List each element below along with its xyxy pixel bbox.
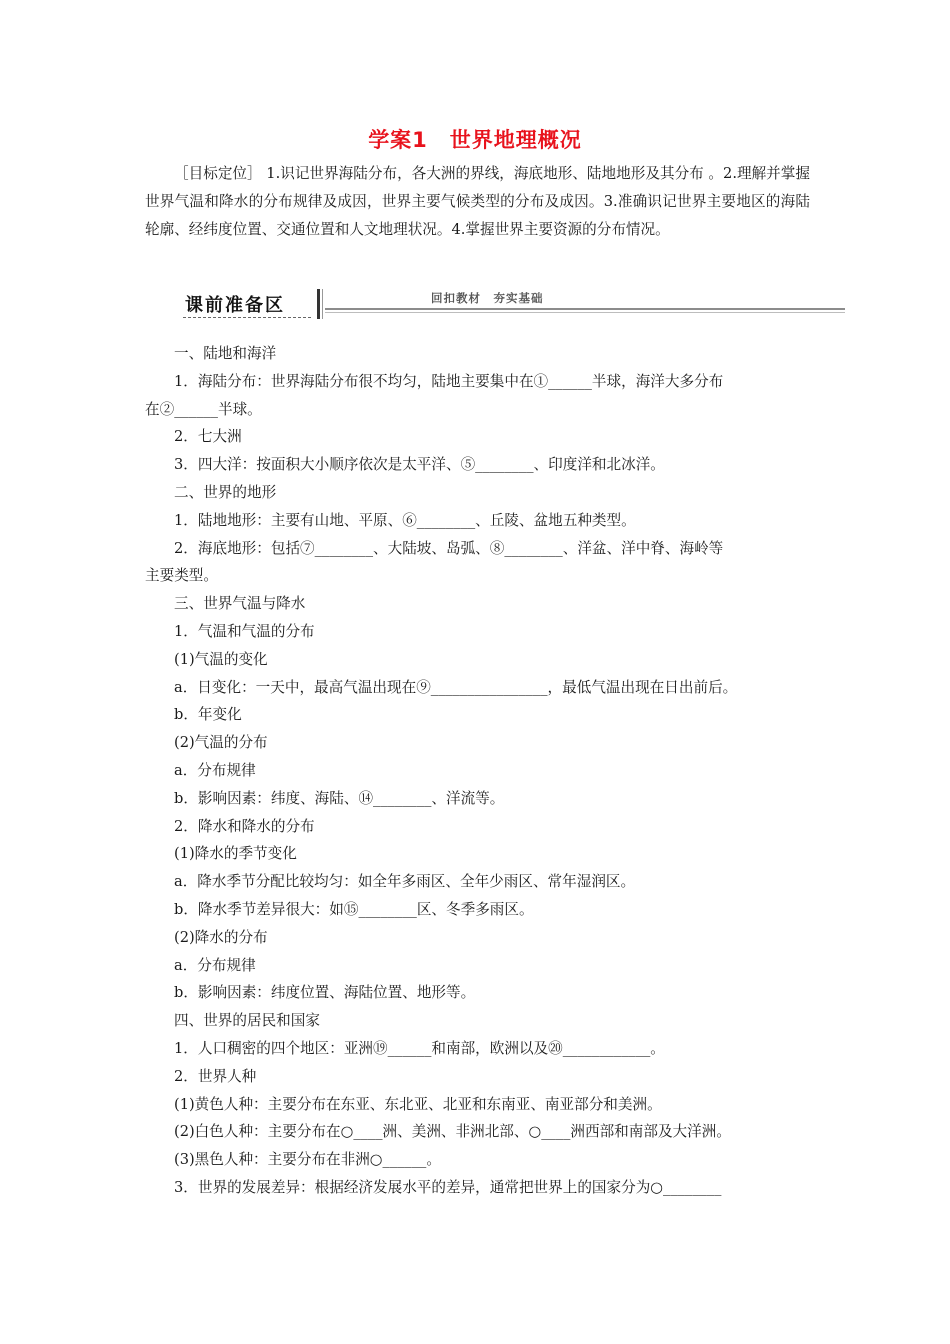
content-line: (3)黑色人种：主要分布在非洲○______。 bbox=[174, 1151, 441, 1169]
section-rule-thin bbox=[325, 312, 845, 313]
content-line: b．影响因素：纬度位置、海陆位置、地形等。 bbox=[174, 984, 476, 1002]
section-divider-bar-thin bbox=[322, 289, 323, 319]
section-rule bbox=[325, 308, 845, 310]
content-line: a．分布规律 bbox=[174, 761, 256, 779]
content-line: 主要类型。 bbox=[145, 567, 218, 585]
content-line: 2．世界人种 bbox=[174, 1067, 257, 1085]
content-line: a．日变化：一天中，最高气温出现在⑨________________，最低气温出现在日出前后。 bbox=[174, 678, 738, 696]
worksheet-content bbox=[145, 340, 810, 1202]
content-line: 2．七大洲 bbox=[174, 428, 242, 446]
content-line: 二、世界的地形 bbox=[174, 483, 277, 501]
content-line: (1)黄色人种：主要分布在东亚、东北亚、北亚和东南亚、南亚部分和美洲。 bbox=[174, 1095, 662, 1113]
content-line: b．影响因素：纬度、海陆、⑭________、洋流等。 bbox=[174, 789, 505, 807]
content-line: 一、陆地和海洋 bbox=[174, 345, 277, 362]
content-line: b．年变化 bbox=[174, 706, 242, 724]
content-line: (2)白色人种：主要分布在○____洲、美洲、非洲北部、○____洲西部和南部及大洋洲。 bbox=[174, 1123, 731, 1141]
section-subtitle: 回扣教材 夯实基础 bbox=[431, 291, 544, 305]
content-line: 四、世界的居民和国家 bbox=[174, 1012, 320, 1030]
section-header bbox=[145, 287, 845, 323]
content-line: (2)降水的分布 bbox=[174, 928, 268, 946]
content-line: 2．降水和降水的分布 bbox=[174, 817, 315, 835]
content-line: 1．人口稠密的四个地区：亚洲⑲______和南部，欧洲以及⑳____________。 bbox=[174, 1039, 665, 1057]
content-line: (1)气温的变化 bbox=[174, 650, 268, 668]
content-line: 1．气温和气温的分布 bbox=[174, 622, 315, 640]
content-line: 3．四大洋：按面积大小顺序依次是太平洋、⑤________、印度洋和北冰洋。 bbox=[174, 456, 665, 474]
content-line: (1)降水的季节变化 bbox=[174, 845, 297, 863]
section-label-underline bbox=[183, 317, 311, 318]
content-line: a．降水季节分配比较均匀：如全年多雨区、全年少雨区、常年湿润区。 bbox=[174, 873, 636, 891]
section-label: 课前准备区 bbox=[185, 295, 285, 316]
content-line: 在②______半球。 bbox=[145, 400, 262, 418]
content-line: b．降水季节差异很大：如⑮________区、冬季多雨区。 bbox=[174, 900, 534, 918]
content-line: 3．世界的发展差异：根据经济发展水平的差异，通常把世界上的国家分为○________ bbox=[174, 1178, 722, 1196]
section-divider-bar bbox=[317, 289, 320, 319]
content-line: 1．海陆分布：世界海陆分布很不均匀，陆地主要集中在①______半球，海洋大多分布 bbox=[174, 372, 724, 390]
page-title: 学案1 世界地理概况 bbox=[368, 128, 582, 152]
content-line: (2)气温的分布 bbox=[174, 734, 268, 752]
learning-objectives: ［目标定位］ 1.识记世界海陆分布，各大洲的界线，海底地形、陆地地形及其分布 。2.理解并掌握世界气温和降水的分布规律及成因，世界主要气候类型的分布及成因。3.准确识记世界主要地区的海陆轮廓、经纬度位置、交通位置和人文地理状况。4.掌握世界主要资源的分布情况。 bbox=[145, 165, 810, 238]
content-line: 1．陆地地形：主要有山地、平原、⑥________、丘陵、盆地五种类型。 bbox=[174, 511, 636, 529]
content-line: 三、世界气温与降水 bbox=[174, 595, 306, 613]
content-line: a．分布规律 bbox=[174, 956, 256, 974]
content-line: 2．海底地形：包括⑦________、大陆坡、岛弧、⑧________、洋盆、洋中脊、海岭等 bbox=[174, 539, 724, 557]
